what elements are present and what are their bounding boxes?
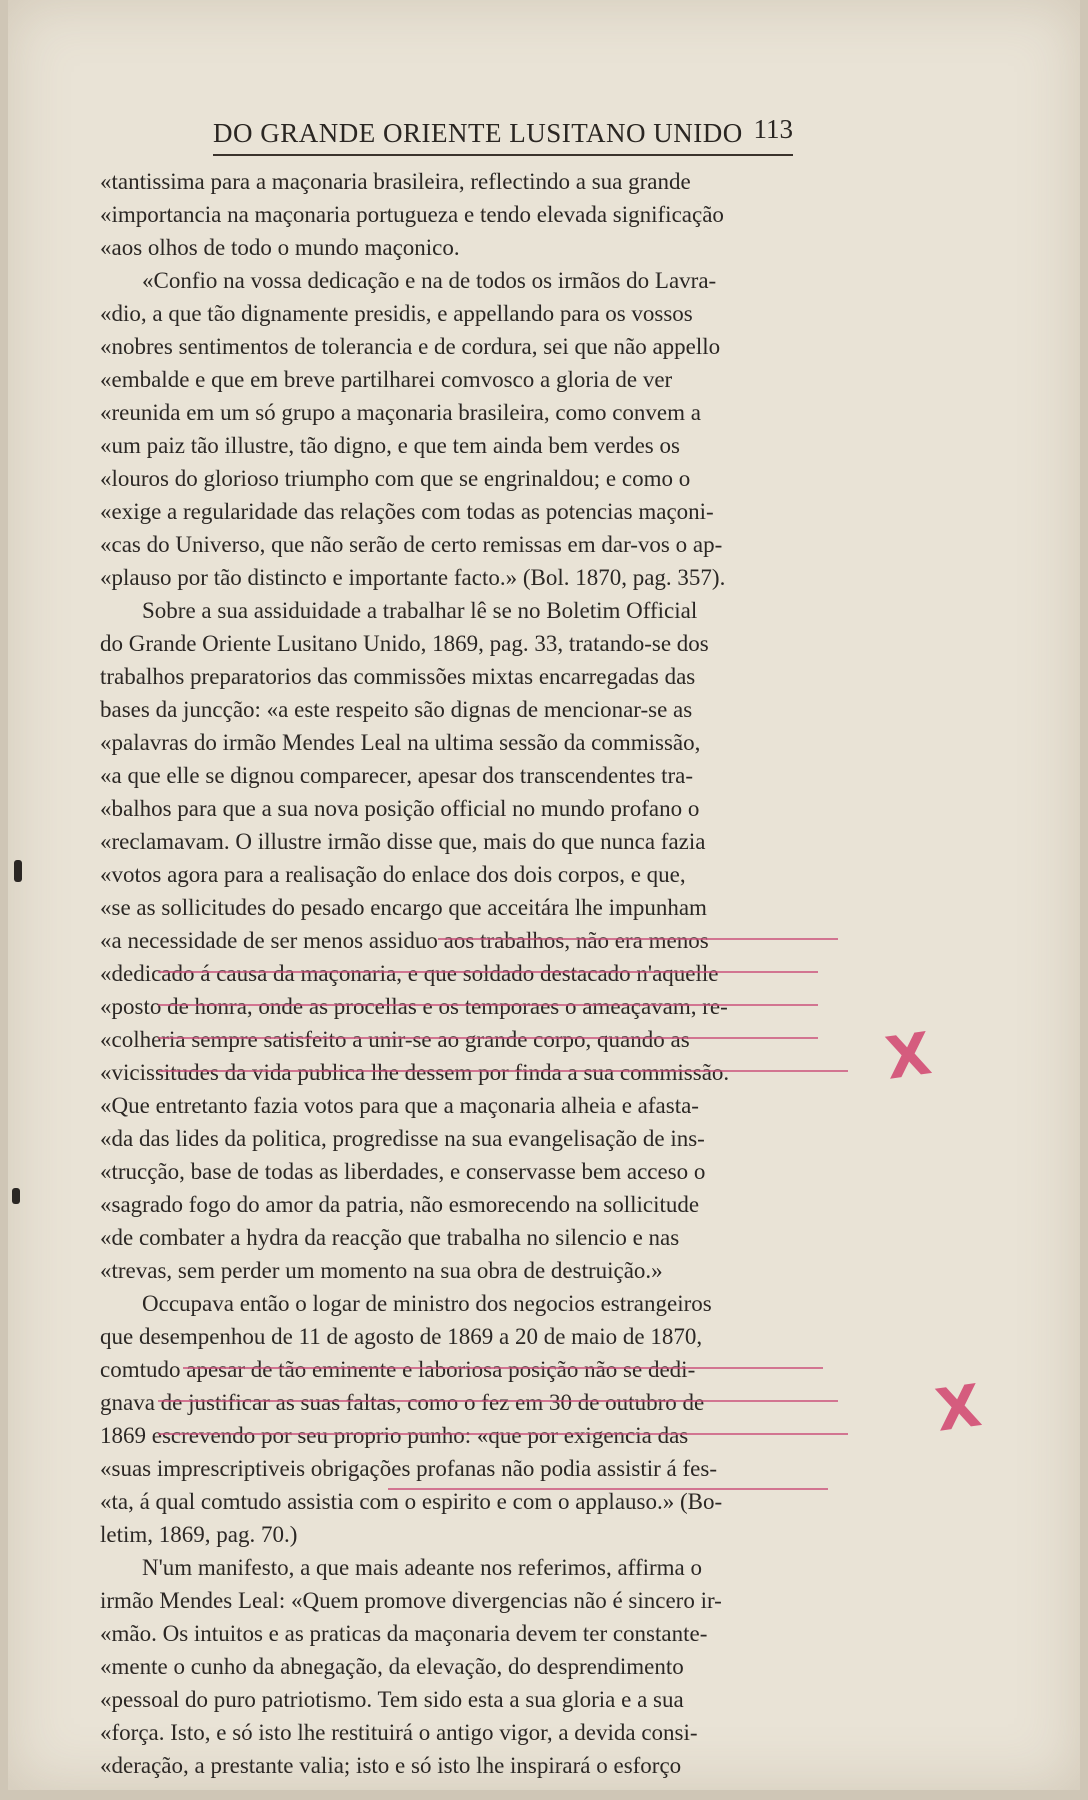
text-line: «dio, a que tão dignamente presidis, e appellando para os vossos: [100, 301, 693, 326]
ink-underline: [158, 1433, 848, 1435]
running-head: DO GRANDE ORIENTE LUSITANO UNIDO: [213, 118, 743, 148]
text-line: «tantissima para a maçonaria brasileira, reflectindo a sua grande: [100, 169, 691, 194]
text-line: Sobre a sua assiduidade a trabalhar lê se no Boletim Official: [142, 598, 698, 623]
ink-underline: [158, 971, 818, 973]
text-line: «mente o cunho da abnegação, da elevação, do desprendimento: [100, 1654, 684, 1679]
text-line: «um paiz tão illustre, tão digno, e que tem ainda bem verdes os: [100, 433, 680, 458]
margin-speck: [14, 860, 22, 882]
margin-speck: [12, 1188, 20, 1204]
text-line: «a necessidade de ser menos assiduo aos trabalhos, não era menos: [100, 928, 709, 953]
text-line: «mão. Os intuitos e as praticas da maçonaria devem ter constante-: [100, 1621, 708, 1646]
text-line: «posto de honra, onde as procellas e os temporaes o ameaçavam, re-: [100, 994, 728, 1019]
text-line: «balhos para que a sua nova posição official no mundo profano o: [100, 796, 700, 821]
text-line: «vicissitudes da vida publica lhe dessem por finda a sua commissão.: [100, 1060, 730, 1085]
text-line: «se as sollicitudes do pesado encargo que acceitára lhe impunham: [100, 895, 707, 920]
text-line: do Grande Oriente Lusitano Unido, 1869, pag. 33, tratando-se dos: [100, 631, 709, 656]
text-line: letim, 1869, pag. 70.): [100, 1522, 298, 1547]
ink-underline: [158, 1037, 818, 1039]
margin-x-mark: X: [881, 1019, 936, 1093]
text-line: «nobres sentimentos de tolerancia e de cordura, sei que não appello: [100, 334, 721, 359]
text-line: «pessoal do puro patriotismo. Tem sido esta a sua gloria e a sua: [100, 1687, 684, 1712]
text-line: 1869 escrevendo por seu proprio punho: «que por exigencia das: [100, 1423, 689, 1448]
text-line: «trevas, sem perder um momento na sua obra de destruição.»: [100, 1258, 663, 1283]
text-line: «da das lides da politica, progredisse na sua evangelisação de ins-: [100, 1126, 705, 1151]
text-line: «de combater a hydra da reacção que trabalha no silencio e nas: [100, 1225, 680, 1250]
text-line: «Confio na vossa dedicação e na de todos os irmãos do Lavra-: [142, 268, 717, 293]
text-line: «aos olhos de todo o mundo maçonico.: [100, 235, 460, 260]
ink-underline: [158, 1004, 818, 1006]
text-line: bases da juncção: «a este respeito são dignas de mencionar-se as: [100, 697, 693, 722]
text-line: «palavras do irmão Mendes Leal na ultima sessão da commissão,: [100, 730, 701, 755]
text-line: gnava de justificar as suas faltas, como o fez em 30 de outubro de: [100, 1390, 705, 1415]
ink-underline: [158, 1070, 848, 1072]
text-line: comtudo apesar de tão eminente e laboriosa posição não se dedi-: [100, 1357, 696, 1382]
text-line: N'um manifesto, a que mais adeante nos referimos, affirma o: [142, 1555, 703, 1580]
text-line: «exige a regularidade das relações com todas as potencias maçoni-: [100, 499, 714, 524]
text-line: «louros do glorioso triumpho com que se engrinaldou; e como o: [100, 466, 691, 491]
text-line: «trucção, base de todas as liberdades, e conservasse bem acceso o: [100, 1159, 706, 1184]
text-line: «plauso por tão distincto e importante facto.» (Bol. 1870, pag. 357).: [100, 565, 726, 590]
text-line: «ta, á qual comtudo assistia com o espirito e com o applauso.» (Bo-: [100, 1489, 723, 1514]
body-text: [100, 165, 820, 1782]
text-line: trabalhos preparatorios das commissões mixtas encarregadas das: [100, 664, 696, 689]
text-line: «deração, a prestante valia; isto e só isto lhe inspirará o esforço: [100, 1753, 682, 1778]
page-header: [213, 114, 793, 158]
text-line: «Que entretanto fazia votos para que a maçonaria alheia e afasta-: [100, 1093, 699, 1118]
text-line: «sagrado fogo do amor da patria, não esmorecendo na sollicitude: [100, 1192, 700, 1217]
text-line: «a que elle se dignou comparecer, apesar dos transcendentes tra-: [100, 763, 693, 788]
ink-underline: [158, 1400, 838, 1402]
text-line: Occupava então o logar de ministro dos negocios estrangeiros: [142, 1291, 712, 1316]
text-line: «reclamavam. O illustre irmão disse que, mais do que nunca fazia: [100, 829, 706, 854]
ink-underline: [438, 938, 838, 940]
text-line: «embalde e que em breve partilharei comvosco a gloria de ver: [100, 367, 673, 392]
text-line: irmão Mendes Leal: «Quem promove divergencias não é sincero ir-: [100, 1588, 722, 1613]
text-line: «colheria sempre satisfeito a unir-se ao grande corpo, quando as: [100, 1027, 690, 1052]
text-line: «reunida em um só grupo a maçonaria brasileira, como convem a: [100, 400, 701, 425]
text-line: «suas imprescriptiveis obrigações profanas não podia assistir á fes-: [100, 1456, 717, 1481]
margin-x-mark: X: [931, 1371, 986, 1445]
text-line: «dedicado á causa da maçonaria, e que soldado destacado n'aquelle: [100, 961, 719, 986]
ink-underline: [183, 1367, 823, 1369]
ink-underline: [388, 1488, 828, 1490]
text-line: «importancia na maçonaria portugueza e tendo elevada significação: [100, 202, 724, 227]
text-line: que desempenhou de 11 de agosto de 1869 a 20 de maio de 1870,: [100, 1324, 703, 1349]
page-number: 113: [753, 114, 793, 144]
text-line: «força. Isto, e só isto lhe restituirá o antigo vigor, a devida consi-: [100, 1720, 698, 1745]
header-rule: [213, 154, 793, 156]
book-page: [8, 0, 1080, 1790]
text-line: «votos agora para a realisação do enlace dos dois corpos, e que,: [100, 862, 686, 887]
text-line: «cas do Universo, que não serão de certo remissas em dar-vos o ap-: [100, 532, 723, 557]
